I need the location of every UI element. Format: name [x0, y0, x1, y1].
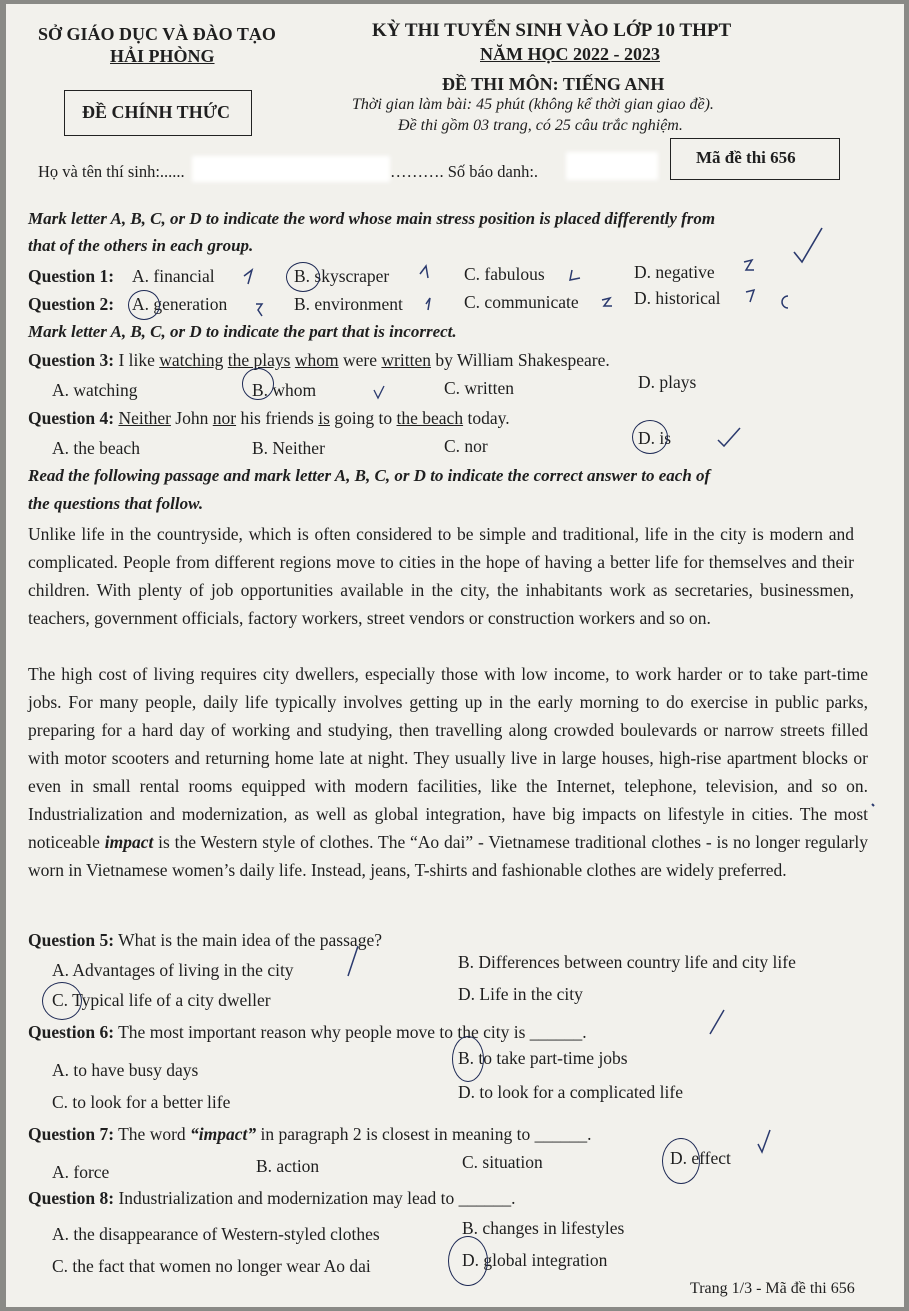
- question-6-text: The most important reason why people move to the city is ______.: [114, 1022, 587, 1042]
- question-8-text: Industrialization and modernization may lead to ______.: [114, 1188, 516, 1208]
- q4-option-d[interactable]: D. is: [638, 428, 672, 448]
- candidate-number-label: ………. Số báo danh:.: [390, 162, 539, 181]
- q3-option-c[interactable]: C. written: [444, 378, 514, 398]
- q8-option-b[interactable]: B. changes in lifestyles: [462, 1218, 625, 1238]
- q8-option-a[interactable]: A. the disappearance of Western-styled clothes: [52, 1224, 380, 1244]
- dept-line1: SỞ GIÁO DỤC VÀ ĐÀO TẠO: [38, 24, 276, 44]
- q5-option-a[interactable]: A. Advantages of living in the city: [52, 960, 294, 980]
- question-4-label: Question 4:: [28, 408, 115, 428]
- question-8-label: Question 8:: [28, 1188, 115, 1208]
- q5-option-d[interactable]: D. Life in the city: [458, 984, 583, 1004]
- q7-option-d[interactable]: D. effect: [670, 1148, 731, 1168]
- question-7-label: Question 7:: [28, 1124, 115, 1144]
- q1-option-a[interactable]: A. financial: [132, 266, 215, 286]
- q7-option-b[interactable]: B. action: [256, 1156, 320, 1176]
- pages-note: Đề thi gồm 03 trang, có 25 câu trắc nghiệm.: [398, 117, 683, 134]
- q4-underlined-nor: nor: [212, 408, 237, 428]
- q4-option-c[interactable]: C. nor: [444, 436, 488, 456]
- q3-option-d[interactable]: D. plays: [638, 372, 697, 392]
- q4-text-1: John: [170, 408, 213, 428]
- question-1-label: Question 1:: [28, 266, 115, 286]
- passage-p2-part1: The high cost of living requires city dwellers, especially those with low income, to work harder or to take part-time jobs. For many people, daily life typically involves getting up in the early morning to do exercise in public parks, preparing for a hard day of working and studying, then travelling along crowded boulevards or narrow streets filled with motor scooters and returning home late at night. They usually live in large houses, high-rise apartment blocks or even in small rental rooms equipped with modern facilities, like the Internet, telephone, television, and so on. Industrialization and modernization, as well as global integration, have big impacts on lifestyle in cities. The most noticeable: [28, 664, 868, 852]
- exam-page: [6, 4, 904, 1307]
- q3-underlined-plays: the plays: [227, 350, 291, 370]
- question-7-text-1: The word: [114, 1124, 191, 1144]
- question-7-word: “impact”: [190, 1124, 257, 1144]
- pen-tick-q1c: [570, 270, 580, 280]
- q3-option-b[interactable]: B. whom: [252, 380, 317, 400]
- exam-code: Mã đề thi 656: [696, 148, 796, 167]
- section3-instruction-line1: Read the following passage and mark letter A, B, C, or D to indicate the correct answer to each of: [28, 466, 711, 485]
- q4-underlined-is: is: [318, 408, 330, 428]
- pen-stroke-q5: [348, 946, 358, 976]
- q7-option-c[interactable]: C. situation: [462, 1152, 543, 1172]
- pen-tick-q1d: [744, 260, 754, 270]
- q3-text-5: by William Shakespeare.: [430, 350, 610, 370]
- q3-underlined-whom: whom: [294, 350, 339, 370]
- q6-option-d[interactable]: D. to look for a complicated life: [458, 1082, 683, 1102]
- passage-word-impact: impact: [104, 832, 154, 852]
- question-2-label: Question 2:: [28, 294, 115, 314]
- q3-text-4: were: [338, 350, 382, 370]
- q8-option-d[interactable]: D. global integration: [462, 1250, 608, 1270]
- q1-option-c[interactable]: C. fabulous: [464, 264, 545, 284]
- q4-option-b[interactable]: B. Neither: [252, 438, 325, 458]
- q3-underlined-watching: watching: [159, 350, 224, 370]
- section1-instruction-line1: Mark letter A, B, C, or D to indicate the word whose main stress position is placed differently from: [28, 209, 716, 228]
- q2-option-a[interactable]: A. generation: [132, 294, 228, 314]
- page-footer: Trang 1/3 - Mã đề thi 656: [690, 1280, 855, 1297]
- q4-text-3: going to: [329, 408, 397, 428]
- q2-option-c[interactable]: C. communicate: [464, 292, 579, 312]
- pen-dot: [872, 804, 874, 806]
- q6-option-c[interactable]: C. to look for a better life: [52, 1092, 231, 1112]
- school-year: NĂM HỌC 2022 - 2023: [480, 44, 660, 64]
- q4-option-a[interactable]: A. the beach: [52, 438, 140, 458]
- q4-underlined-beach: the beach: [396, 408, 464, 428]
- section3-instruction-line2: the questions that follow.: [28, 494, 204, 513]
- check-mark-q3: [374, 386, 384, 398]
- q4-underlined-neither: Neither: [118, 408, 171, 428]
- pen-tick-q2c: [602, 298, 612, 306]
- q3-text-1: I like: [118, 350, 160, 370]
- pen-tick-q1b: [420, 266, 428, 278]
- passage-p2-part2: is the Western style of clothes. The “Ao dai” - Vietnamese traditional clothes - is no longer regularly worn in Vietnamese women’s daily life. Instead, jeans, T-shirts and fashionable clothes are widely preferred.: [28, 832, 868, 880]
- q7-option-a[interactable]: A. force: [52, 1162, 110, 1182]
- dept-line2: HẢI PHÒNG: [110, 46, 215, 66]
- q2-option-b[interactable]: B. environment: [294, 294, 403, 314]
- pen-stroke-q6: [710, 1010, 724, 1034]
- q5-option-c[interactable]: C. Typical life of a city dweller: [52, 990, 271, 1010]
- q2-option-d[interactable]: D. historical: [634, 288, 721, 308]
- question-5-label: Question 5:: [28, 930, 115, 950]
- question-7-text-2: in paragraph 2 is closest in meaning to ______.: [256, 1124, 592, 1144]
- pen-tick-q2a: [256, 304, 262, 316]
- q3-underlined-written: written: [381, 350, 431, 370]
- q3-option-a[interactable]: A. watching: [52, 380, 138, 400]
- q1-option-d[interactable]: D. negative: [634, 262, 715, 282]
- q5-option-b[interactable]: B. Differences between country life and city life: [458, 952, 796, 972]
- time-note: Thời gian làm bài: 45 phút (không kể thời gian giao đề).: [352, 96, 714, 113]
- handwritten-marks: [6, 4, 904, 1307]
- pen-tick-q2d: [746, 290, 754, 302]
- pen-tick-q2b: [426, 298, 430, 310]
- q6-option-a[interactable]: A. to have busy days: [52, 1060, 199, 1080]
- candidate-name-label: Họ và tên thí sinh:......: [38, 162, 185, 181]
- exam-subject: ĐỀ THI MÔN: TIẾNG ANH: [442, 74, 665, 94]
- q4-text-2: his friends: [236, 408, 319, 428]
- pen-tick-q1a: [244, 270, 252, 284]
- question-6-label: Question 6:: [28, 1022, 115, 1042]
- question-5-text: What is the main idea of the passage?: [114, 930, 382, 950]
- section1-instruction-line2: that of the others in each group.: [28, 236, 254, 255]
- exam-title: KỲ THI TUYỂN SINH VÀO LỚP 10 THPT: [372, 20, 732, 41]
- q4-text-4: today.: [463, 408, 510, 428]
- passage-paragraph-1: Unlike life in the countryside, which is often considered to be simple and traditional, life in the city is modern and complicated. People from different regions move to cities in the hope of having a better life for themselves and their children. With plenty of job opportunities available in the city, the inhabitants work as secretaries, businessmen, teachers, government officials, factory workers, street vendors or construction workers and so on.: [28, 524, 854, 628]
- section2-instruction: Mark letter A, B, C, or D to indicate the part that is incorrect.: [28, 322, 457, 341]
- question-3-label: Question 3:: [28, 350, 115, 370]
- official-label: ĐỀ CHÍNH THỨC: [82, 102, 231, 122]
- check-mark-q1: [794, 228, 822, 262]
- q6-option-b[interactable]: B. to take part-time jobs: [458, 1048, 628, 1068]
- check-mark-q4: [718, 428, 740, 446]
- pen-mark-q2: [782, 296, 788, 308]
- check-mark-q7: [758, 1130, 770, 1152]
- q1-option-b[interactable]: B. skyscraper: [294, 266, 390, 286]
- q8-option-c[interactable]: C. the fact that women no longer wear Ao dai: [52, 1256, 371, 1276]
